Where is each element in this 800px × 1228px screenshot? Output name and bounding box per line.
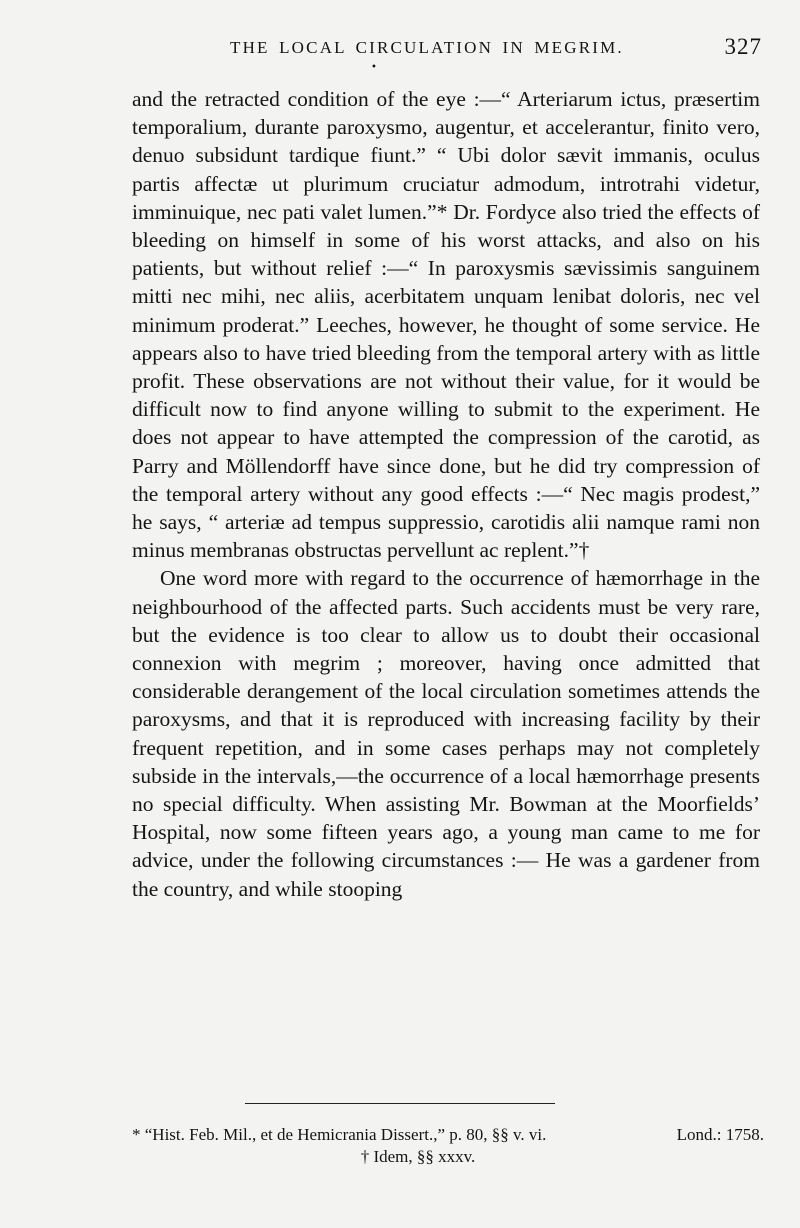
- footnote-2: † Idem, §§ xxxv.: [360, 1147, 476, 1166]
- running-title: THE LOCAL CIRCULATION IN MEGRIM.: [230, 38, 624, 57]
- page-number: 327: [724, 34, 762, 59]
- footnote-1-place: Lond.: 1758.: [676, 1125, 764, 1144]
- footnote-1: [132, 1124, 764, 1146]
- running-head: [230, 34, 762, 64]
- footnote-1-text: * “Hist. Feb. Mil., et de Hemicrania Dissert.,” p. 80, §§ v. vi.: [132, 1125, 547, 1144]
- paragraph-1: and the retracted condition of the eye :—“ Arteriarum ictus, præsertim temporalium, durante paroxysmo, augentur, et accelerantur, finito vero, denuo subsidunt tardique fiunt.” “ Ubi dolor sævit immanis, oculus partis affectæ ut plurimum cruciatur admodum, introtrahi videtur, imminuique, nec pati valet lumen.”* Dr. Fordyce also tried the effects of bleeding on himself in some of his worst attacks, and also on his patients, but without relief :—“ In paroxysmis sævissimis sanguinem mitti nec mihi, nec aliis, acerbitatem unquam lenibat doloris, nec vel minimum proderat.” Leeches, however, he thought of some service. He appears also to have tried bleeding from the temporal artery with as little profit. These observations are not without their value, for it would be difficult now to find anyone willing to submit to the experiment. He does not appear to have attempted the compression of the carotid, as Parry and Möllendorff have since done, but he did try compression of the temporal artery without any good effects :—“ Nec magis prodest,” he says, “ arteriæ ad tempus suppressio, carotidis alii namque rami non minus membranas obstructas pervellunt ac replent.”†: [132, 87, 760, 563]
- body-text: [132, 85, 760, 903]
- printer-mark: •: [371, 62, 377, 73]
- footnote-divider: [245, 1103, 555, 1104]
- paragraph-2: One word more with regard to the occurrence of hæmorrhage in the neighbourhood of the affected parts. Such accidents must be very rare, but the evidence is too clear to allow us to doubt their occasional connexion with megrim ; moreover, having once admitted that considerable derangement of the local circulation sometimes attends the paroxysms, and that it is reproduced with increasing facility by their frequent repetition, and in some cases perhaps may not completely subside in the intervals,—the occurrence of a local hæmorrhage presents no special difficulty. When assisting Mr. Bowman at the Moorfields’ Hospital, now some fifteen years ago, a young man came to me for advice, under the following circumstances :— He was a gardener from the country, and while stooping: [132, 566, 760, 901]
- footnotes: [132, 1124, 764, 1168]
